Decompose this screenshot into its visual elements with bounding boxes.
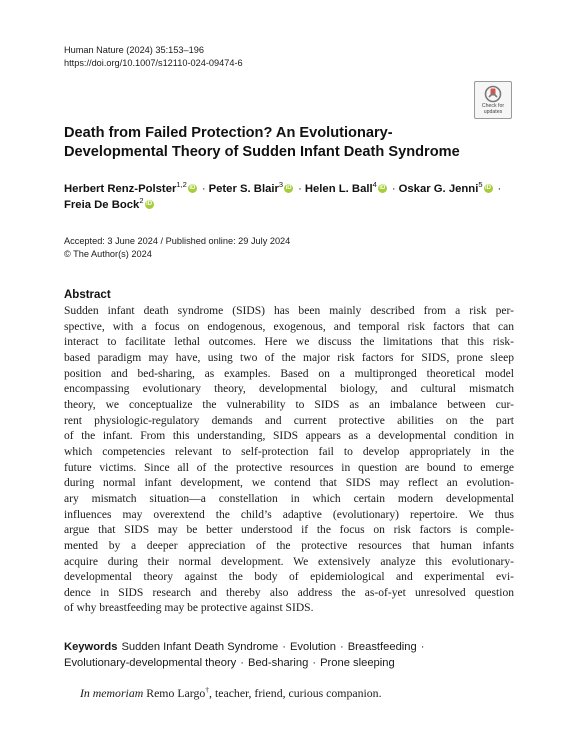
author-affiliation: 1,2 xyxy=(176,180,187,190)
keyword: Evolution xyxy=(289,641,336,653)
memoriam-dagger: † xyxy=(205,685,210,695)
author-affiliation: 4 xyxy=(372,180,377,190)
keywords-line-1 xyxy=(64,640,524,656)
abstract-line: interact to facilitate lethal outcomes. Here we discuss the limitations that this risk- xyxy=(64,336,514,349)
keyword: Evolutionary-developmental theory xyxy=(64,656,237,669)
keyword: Breastfeeding xyxy=(347,641,417,653)
journal-info xyxy=(64,44,243,69)
title-line-1: Death from Failed Protection? An Evolutionary- xyxy=(64,125,393,141)
doi-link[interactable]: https://doi.org/10.1007/s12110-024-09474-6 xyxy=(64,57,243,68)
author-name[interactable]: Helen L. Ball xyxy=(304,183,373,195)
abstract-line: rent physiologic-regulatory demands and current protective abilities on the part xyxy=(64,414,514,427)
keywords xyxy=(64,640,524,671)
abstract-line: position and bed-sharing, as examples. Based on a multipronged theoretical model xyxy=(64,367,514,380)
in-memoriam-dedication xyxy=(80,686,382,701)
author-line-1 xyxy=(64,181,534,197)
keyword-separator: · xyxy=(420,641,425,653)
keywords-line-2 xyxy=(64,656,524,672)
author-separator: · xyxy=(497,183,502,195)
author-name[interactable]: Freia De Bock xyxy=(64,199,140,211)
abstract-line: of the infant. From this understanding, SIDS appears as a developmental condition in xyxy=(64,430,514,443)
author-name[interactable]: Herbert Renz-Polster xyxy=(64,183,177,195)
title-line-2: Developmental Theory of Sudden Infant Death Syndrome xyxy=(64,143,460,160)
keyword: Bed-sharing xyxy=(248,656,309,669)
copyright-notice: © The Author(s) 2024 xyxy=(64,248,152,259)
check-for-updates-badge[interactable] xyxy=(474,81,512,119)
author-affiliation: 2 xyxy=(139,196,144,206)
keyword: Prone sleeping xyxy=(320,656,395,669)
author-list xyxy=(64,181,534,213)
memoriam-lead: In memoriam xyxy=(80,686,144,700)
author-separator: · xyxy=(201,183,206,195)
keyword-separator: · xyxy=(312,656,317,669)
abstract-line: of why breastfeeding may be protective against SIDS. xyxy=(64,602,314,615)
abstract-line: influences may overextend the child’s adaptive (evolutionary) repertoire. We thus xyxy=(64,508,514,521)
abstract-heading: Abstract xyxy=(64,289,111,301)
check-for-updates-text: Check for updates xyxy=(481,103,505,115)
keyword-separator: · xyxy=(282,641,286,653)
abstract-line: encompassing evolutionary theory, developmental biology, and cultural mismatch xyxy=(64,383,514,396)
keyword-separator: · xyxy=(240,656,244,669)
author-affiliation: 3 xyxy=(278,180,284,190)
abstract-line: during normal infant development, we contend that SIDS may reflect an evolution- xyxy=(64,477,514,490)
orcid-icon[interactable]: iD xyxy=(379,184,386,191)
abstract-line: acquire during their normal development. We extensively analyze this evolutionary- xyxy=(64,555,514,568)
orcid-icon[interactable]: iD xyxy=(285,184,292,191)
publication-dates xyxy=(64,235,290,260)
keyword-separator: · xyxy=(339,641,344,653)
abstract-line: which competencies relevant to self-protection fail to develop appropriately in the xyxy=(64,445,514,458)
abstract-line: based paradigm may have, using two of the major risk factors for SIDS, prone sleep xyxy=(64,351,514,364)
author-separator: · xyxy=(298,183,302,195)
author-line-2 xyxy=(64,197,534,213)
abstract-body xyxy=(64,304,514,617)
abstract-line: mented by a deeper appreciation of the protective resources that human infants xyxy=(64,539,514,552)
abstract-line: theory, we conceptualize the vulnerability to SIDS as an imbalance between cur- xyxy=(64,398,514,411)
orcid-icon[interactable]: iD xyxy=(146,200,153,207)
author-name[interactable]: Oskar G. Jenni xyxy=(398,183,479,195)
journal-citation: Human Nature (2024) 35:153–196 xyxy=(64,45,204,55)
keywords-label: Keywords xyxy=(64,641,118,653)
article-title xyxy=(64,124,484,161)
memoriam-name: Remo Largo xyxy=(146,686,206,700)
abstract-line: argue that SIDS may be better understood if the focus on risk factors is comple- xyxy=(64,524,514,537)
abstract-line: ary mismatch situation—a constellation in which certain modern developmental xyxy=(64,492,514,505)
abstract-line: developmental theory against the body of epidemiological and experimental evi- xyxy=(64,571,514,584)
author-separator: · xyxy=(391,183,396,195)
abstract-line: Sudden infant death syndrome (SIDS) has been mainly described from a risk per- xyxy=(64,305,514,317)
memoriam-rest: , teacher, friend, curious companion. xyxy=(209,686,382,700)
orcid-icon[interactable]: iD xyxy=(485,184,492,191)
accepted-published-date: Accepted: 3 June 2024 / Published online: 29 July 2024 xyxy=(64,236,291,246)
author-name[interactable]: Peter S. Blair xyxy=(208,183,279,195)
keyword: Sudden Infant Death Syndrome xyxy=(121,641,279,653)
abstract-line: future victims. Since all of the protective resources in question are bound to emerge xyxy=(64,461,514,474)
author-affiliation: 5 xyxy=(478,180,483,190)
orcid-icon[interactable]: iD xyxy=(189,184,196,191)
check-for-updates-icon xyxy=(484,85,502,103)
abstract-line: spective, with a focus on endogenous, exogenous, and temporal risk factors that can xyxy=(64,320,514,333)
abstract-line: dence in SIDS research and thereby also address the as-of-yet unresolved question xyxy=(64,586,514,599)
